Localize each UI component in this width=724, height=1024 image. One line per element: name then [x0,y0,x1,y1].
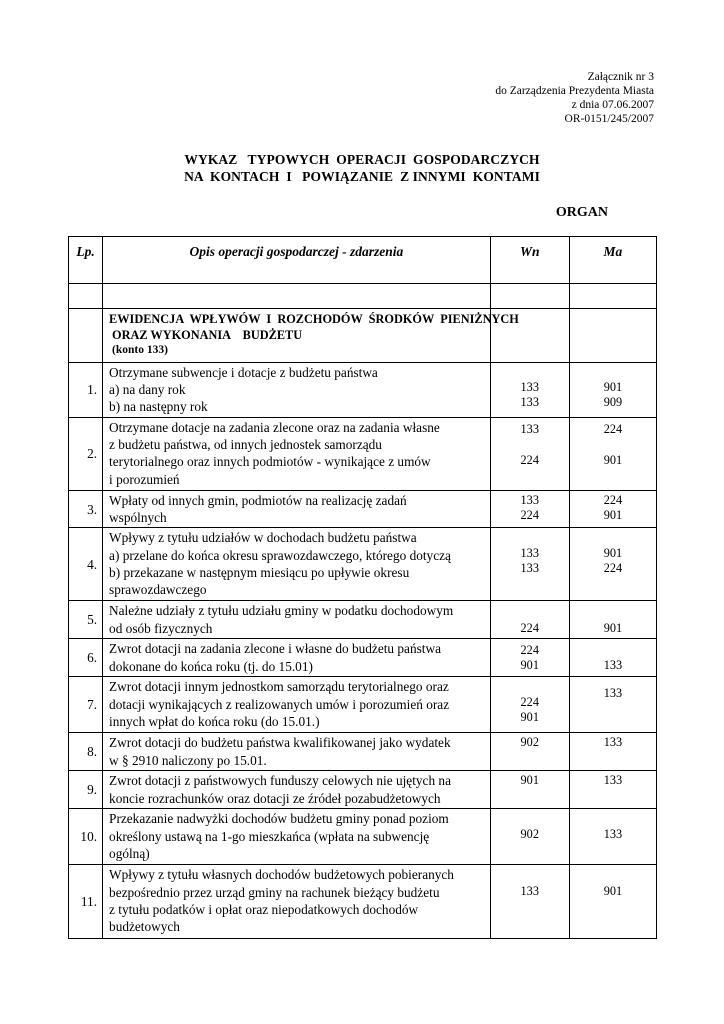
description-line: Zwrot dotacji na zadania zlecone i własne do budżetu państwa [109,641,441,657]
row-number: 4. [69,528,103,601]
description-line: Przekazanie nadwyżki dochodów budżetu gminy ponad poziom [109,811,449,827]
table-row [69,809,657,865]
row-ma-accounts [569,733,656,771]
table-row [69,733,657,771]
table-row [69,363,657,418]
description-line: bezpośrednio przez urząd gminy na rachunek bieżący budżetu [109,884,440,900]
row-number: 6. [69,639,103,677]
row-ma-accounts [569,601,656,639]
ma-account: 224 [603,493,623,507]
description-line: z budżetu państwa, od innych jednostek samorządu [109,437,382,453]
attachment-number: Załącznik nr 3 [587,71,654,83]
row-ma-accounts [569,771,656,809]
table-row [69,865,657,939]
row-description [103,491,491,528]
ma-account: 901 [603,884,623,899]
row-description [103,639,491,677]
description-line: określony ustawą na 1-go mieszkańca (wpłata na subwencję [109,828,430,844]
wn-account: 133 [520,560,539,575]
row-number: 10. [69,809,103,865]
wn-account: 133 [520,422,539,436]
document-title [0,151,724,185]
description-line: Wpływy z tytułu własnych dochodów budżetowych pobieranych [109,867,454,883]
section-line-1: EWIDENCJA WPŁYWÓW I ROZCHODÓW ŚRODKÓW PIENIŻNYCH [109,312,519,326]
ma-account: 901 [603,452,623,467]
row-number: 9. [69,771,103,809]
row-number: 1. [69,363,103,418]
row-wn-accounts [490,528,569,601]
header-wn: Wn [490,237,569,284]
section-row [69,309,657,363]
ma-account: 901 [603,507,623,522]
description-line: wspólnych [109,510,167,526]
description-line: Zwrot dotacji do budżetu państwa kwalifikowanej jako wydatek [109,735,451,751]
row-description [103,809,491,865]
title-line-2: NA KONTACH I POWIĄZANIE Z INNYMI KONTAMI [184,169,540,184]
row-description [103,601,491,639]
row-wn-accounts [490,418,569,491]
row-ma-accounts [569,809,656,865]
operations-table [68,236,657,939]
description-line: ogólną) [109,845,150,861]
wn-account: 133 [520,546,539,561]
organ-label: ORGAN [555,205,608,220]
description-line: w § 2910 naliczony po 15.01. [109,752,267,768]
wn-account: 901 [520,709,539,724]
description-line: Otrzymane dotacje na zadania zlecone oraz na zadania własne [109,420,440,435]
row-description [103,528,491,601]
row-ma-accounts [569,865,656,939]
description-line: od osób fizycznych [109,620,213,636]
table-row [69,677,657,733]
row-number: 5. [69,601,103,639]
description-line: koncie rozrachunków oraz dotacji ze źródeł pozabudżetowych [109,790,441,806]
wn-account: 133 [520,394,539,409]
attachment-ordinance: do Zarządzenia Prezydenta Miasta [495,85,654,97]
description-line: Zwrot dotacji z państwowych funduszy celowych nie ujętych na [109,773,451,789]
description-line: sprawozdawczego [109,582,207,598]
wn-account: 133 [520,380,539,394]
description-line: dotacji wynikających z realizowanych umów i porozumień oraz [109,696,450,712]
wn-account: 902 [520,827,539,842]
wn-account: 224 [520,507,539,522]
header-lp: Lp. [69,237,103,284]
table-row [69,491,657,528]
row-ma-accounts [569,418,656,491]
header-description: Opis operacji gospodarczej - zdarzenia [103,237,491,284]
row-wn-accounts [490,865,569,939]
description-line: Zwrot dotacji innym jednostkom samorządu terytorialnego oraz [109,679,449,695]
row-wn-accounts [490,809,569,865]
description-line: z tytułu podatków i opłat oraz niepodatkowych dochodów [109,901,419,917]
description-line: b) na następny rok [109,399,208,415]
row-description [103,865,491,939]
ma-account: 901 [603,380,623,394]
wn-account: 133 [520,884,539,899]
ma-account: 133 [603,686,623,701]
ma-account: 133 [603,773,623,788]
row-description [103,733,491,771]
wn-account: 901 [520,657,539,672]
wn-account: 224 [520,643,539,658]
row-description [103,677,491,733]
row-description [103,363,491,418]
description-line: Wpłaty od innych gmin, podmiotów na realizację zadań [109,493,407,508]
ma-account: 909 [603,394,623,409]
title-line-1: WYKAZ TYPOWYCH OPERACJI GOSPODARCZYCH [184,152,540,167]
ma-account: 224 [603,560,623,575]
description-line: b) przekazane w następnym miesiącu po upływie okresu [109,564,410,580]
table-row [69,528,657,601]
description-line: budżetowych [109,919,180,935]
row-ma-accounts [569,639,656,677]
description-line: Wpływy z tytułu udziałów w dochodach budżetu państwa [109,530,417,546]
row-wn-accounts [490,363,569,418]
ma-account: 901 [603,546,623,561]
table-row [69,771,657,809]
description-line: dokonane do końca roku (tj. do 15.01) [109,658,313,674]
description-line: i porozumień [109,471,180,487]
row-wn-accounts [490,601,569,639]
description-line: Otrzymane subwencje i dotacje z budżetu państwa [109,365,378,380]
ma-account: 133 [603,735,623,750]
table-row [69,418,657,491]
section-heading [103,309,519,363]
section-line-2: ORAZ WYKONANIA BUDŻETU [112,327,303,342]
row-wn-accounts [490,639,569,677]
row-number: 8. [69,733,103,771]
row-ma-accounts [569,677,656,733]
row-ma-accounts [569,528,656,601]
ma-account: 133 [603,827,623,842]
ma-account: 224 [603,422,623,436]
row-wn-accounts [490,771,569,809]
row-description [103,771,491,809]
row-ma-accounts [569,491,656,528]
row-number: 3. [69,491,103,528]
row-number: 11. [69,865,103,939]
description-line: a) na dany rok [109,382,186,398]
description-line: innych wpłat do końca roku (do 15.01.) [109,713,320,729]
ma-account: 133 [603,658,623,673]
wn-account: 224 [520,452,539,467]
description-line: terytorialnego oraz innych podmiotów - wynikające z umów [109,454,431,470]
attachment-date: z dnia 07.06.2007 [571,99,654,111]
section-line-3: (konto 133) [112,344,168,356]
row-wn-accounts [490,733,569,771]
attachment-reference: OR-0151/245/2007 [564,113,654,125]
description-line: Należne udziały z tytułu udziału gminy w podatku dochodowym [109,603,454,619]
row-wn-accounts [490,677,569,733]
description-line: a) przelane do końca okresu sprawozdawczego, którego dotyczą [109,547,451,563]
empty-row [69,284,657,309]
table-row [69,639,657,677]
row-ma-accounts [569,363,656,418]
row-number: 7. [69,677,103,733]
row-description [103,418,491,491]
row-number: 2. [69,418,103,491]
ma-account: 901 [603,621,623,636]
header-ma: Ma [569,237,656,284]
row-wn-accounts [490,491,569,528]
wn-account: 224 [520,621,539,636]
wn-account: 902 [520,735,539,750]
table-row [69,601,657,639]
wn-account: 901 [520,773,539,788]
table-header-row [69,237,657,284]
wn-account: 133 [520,493,539,507]
wn-account: 224 [520,695,539,710]
attachment-header [354,70,654,126]
